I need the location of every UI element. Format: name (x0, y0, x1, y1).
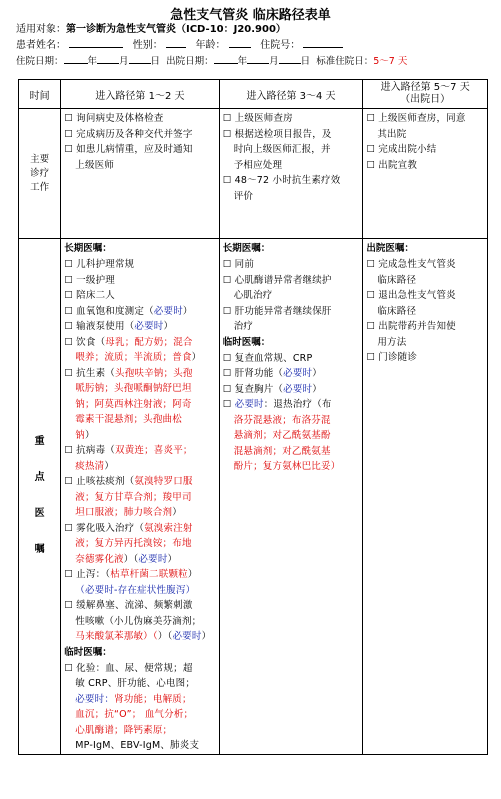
order-text: ☐ 抗病毒（ (64, 445, 115, 456)
order-text: ☐ 肝肾功能（ (222, 368, 284, 379)
age-field[interactable] (229, 37, 251, 48)
checklist-item[interactable]: ☐ 询问病史及体格检查 (64, 113, 164, 124)
option-text: 氨溴特罗口服 (134, 476, 193, 487)
main-work-day-3-4 (219, 109, 363, 239)
orders-day-1-2 (61, 239, 219, 755)
order-item[interactable] (64, 443, 215, 459)
order-item-cont: 临床路径 (377, 305, 417, 317)
order-item-cont: MP-IgM、EBV-IgM、肺炎支 (75, 740, 200, 751)
row-label-text: 医 (34, 508, 45, 520)
month-label: 月 (119, 56, 129, 67)
option-text: 肾功能；电解质； (114, 693, 192, 705)
order-text: ） (172, 507, 182, 518)
order-item[interactable] (64, 474, 215, 490)
long-term-orders-heading: 长期医嘱： (64, 243, 112, 254)
checklist-item-cont: 予相应处理 (233, 159, 283, 171)
patient-name-label: 患者姓名： (16, 40, 66, 51)
order-item[interactable]: ☐ 完成急性支气管炎 (366, 259, 456, 270)
dates-line (16, 53, 501, 69)
order-item-cont: （必要时-存在症状性腹泻） (75, 584, 196, 596)
table-header-row (19, 80, 488, 109)
order-text: ☐ (222, 399, 235, 410)
order-item-cont: 临床路径 (377, 274, 417, 286)
standard-stay-label: 标准住院日： (316, 56, 374, 67)
order-item[interactable] (223, 382, 360, 398)
order-text: ） (312, 368, 322, 379)
order-item[interactable]: ☐ 出院带药并告知使 (366, 321, 456, 332)
order-text: ） (167, 553, 178, 565)
discharge-year-field[interactable] (214, 53, 238, 64)
order-item-cont (64, 428, 215, 444)
order-text: ） (201, 631, 212, 642)
month-label-2: 月 (269, 56, 279, 67)
applicable-label: 适用对象： (16, 24, 66, 35)
order-text: ） (312, 383, 322, 395)
order-item-cont: 用方法 (377, 336, 407, 348)
discharge-orders-heading: 出院医嘱： (366, 243, 414, 254)
option-text: 氨溴索注射 (144, 522, 193, 534)
row-label-key-orders (19, 239, 61, 755)
option-text: 喂养；流质；半流质；普食 (75, 352, 192, 363)
order-item[interactable] (64, 319, 215, 335)
as-needed-text: 必要时 (138, 553, 168, 565)
order-item-cont (64, 692, 215, 708)
order-text: ） (187, 569, 198, 580)
patient-line (16, 37, 501, 53)
option-text: 钠 (75, 429, 85, 441)
hospital-no-label: 住院号： (260, 40, 301, 51)
order-item[interactable] (64, 366, 215, 382)
main-work-day-5-7 (363, 109, 488, 239)
row-label-text: 重 (34, 436, 45, 448)
order-item-cont: 哌肟钠；头孢哌酮钠舒巴坦 (75, 383, 192, 394)
order-item-cont: 洛芬混悬液；布洛芬混 (233, 414, 331, 426)
order-item-cont (64, 505, 215, 521)
year-label-2: 年 (237, 56, 248, 67)
patient-name-field[interactable] (69, 37, 123, 48)
order-text: ☐ 输液泵使用（ (64, 321, 135, 332)
order-text: ） (182, 305, 193, 317)
as-needed-text: 必要时 (134, 321, 164, 332)
order-text: ） (84, 429, 95, 441)
checklist-item[interactable]: ☐ 出院宣教 (366, 159, 418, 171)
order-text: ） (157, 631, 168, 642)
checklist-item-cont: 其出院 (377, 128, 407, 140)
col-day-5-7 (363, 80, 488, 109)
discharge-month-field[interactable] (247, 53, 269, 64)
table-row-main-work (19, 109, 488, 239)
as-needed-text: 必要时 (283, 383, 313, 395)
form-title: 急性支气管炎 临床路径表单 (170, 8, 331, 23)
as-needed-text: 必要时 (283, 368, 313, 379)
order-item[interactable]: ☐ 退出急性支气管炎 (366, 290, 456, 301)
pathway-table (18, 79, 488, 755)
row-label-text: 工作 (30, 181, 50, 193)
long-term-orders-heading: 长期医嘱： (222, 243, 271, 254)
order-text: ） (104, 460, 115, 472)
order-text: ☐ 复查胸片（ (222, 383, 284, 395)
order-text: ☐ 抗生素（ (64, 367, 115, 379)
table-row-key-orders (19, 239, 488, 755)
order-item-cont: 酚片；复方氨林巴比妥） (233, 461, 341, 472)
option-text: 坦口服液；肺力咳合剂 (75, 507, 173, 518)
order-item[interactable] (64, 304, 215, 320)
order-item-cont: 敏 CRP、肝功能、心电图； (75, 678, 196, 689)
order-item[interactable] (64, 335, 215, 351)
order-text: ） (191, 352, 202, 363)
discharge-date-label: 出院日期： (166, 56, 214, 67)
checklist-item[interactable]: ☐ 完成出院小结 (366, 144, 437, 155)
admit-month-field[interactable] (97, 53, 119, 64)
order-text: ☐ 止泻：（ (64, 569, 111, 580)
order-text: ☐ 止咳祛痰剂（ (64, 476, 135, 487)
order-text: ☐ 血氧饱和度测定（ (64, 305, 154, 317)
col-time: 时间 (19, 80, 61, 109)
order-text: （ (167, 631, 173, 642)
order-item[interactable] (64, 567, 215, 583)
day-label-2: 日 (300, 56, 311, 67)
applicable-value: 第一诊断为急性支气管炎（ICD-10：J20.900） (66, 24, 286, 35)
main-work-day-1-2 (61, 109, 219, 239)
col-day-1-2: 进入路径第 1～2 天 (61, 80, 219, 109)
order-item[interactable]: ☐ 门诊随诊 (366, 352, 418, 363)
applicable-line (16, 22, 501, 37)
row-label-text: 嘱 (34, 544, 45, 556)
order-item-cont: 治疗 (233, 321, 254, 332)
order-text: ）（ (123, 553, 139, 565)
gender-label: 性别： (132, 40, 163, 51)
order-item[interactable]: ☐ 心肌酶谱异常者继续护 (222, 274, 332, 286)
as-needed-text: 必要时 (172, 631, 202, 642)
hospital-no-field[interactable] (303, 37, 343, 48)
checklist-item-cont: 上级医师 (75, 159, 115, 171)
checklist-item[interactable]: ☐ 48～72 小时抗生素疗效 (222, 175, 341, 186)
option-text: 马来酸氯苯那敏）（ (75, 631, 158, 642)
order-item-cont: 液；复方异丙托溴铵；布地 (75, 538, 192, 549)
order-text: ：退热治疗（布 (263, 399, 332, 410)
standard-stay-value: 5～7 天 (373, 56, 408, 67)
checklist-item-cont: 评价 (233, 190, 254, 202)
as-needed-text: 必要时 (153, 305, 183, 317)
order-item-cont: 液；复方甘草合剂；羧甲司 (75, 491, 192, 503)
admit-day-field[interactable] (129, 53, 151, 64)
order-item[interactable]: ☐ 一级护理 (64, 274, 115, 286)
temporary-orders-heading: 临时医嘱： (222, 336, 271, 348)
orders-day-5-7 (363, 239, 488, 755)
order-item[interactable]: ☐ 化验：血、尿、便常规；超 (64, 662, 193, 674)
order-item-cont (64, 350, 215, 366)
year-label: 年 (87, 56, 98, 67)
order-item-cont: 钠；阿莫西林注射液；阿奇 (75, 398, 192, 410)
order-text: ☐ 饮食（ (64, 336, 106, 348)
admit-year-field[interactable] (64, 53, 88, 64)
temporary-orders-heading: 临时医嘱： (64, 646, 112, 658)
col-day-5-7-sub: （出院日） (400, 94, 451, 105)
order-item-cont (64, 459, 215, 475)
checklist-item-cont: 时向上级医师汇报，并 (233, 144, 331, 155)
col-day-3-4: 进入路径第 3～4 天 (219, 80, 363, 109)
order-item[interactable] (64, 521, 215, 537)
order-item-cont: 性咳嗽（小儿伪麻美芬滴剂； (75, 615, 202, 627)
order-item-cont: 悬滴剂；对乙酰氨基酚 (233, 430, 331, 441)
row-label-main-work (19, 109, 61, 239)
option-text: 枯草杆菌二联颗粒 (110, 569, 188, 580)
discharge-day-field[interactable] (279, 53, 301, 64)
order-item[interactable]: ☐ 缓解鼻塞、流涕、频繁刺激 (64, 600, 193, 611)
age-label: 年龄： (195, 40, 226, 51)
order-item[interactable]: ☐ 同前 (222, 259, 255, 270)
checklist-item[interactable]: ☐ 上级医师查房，同意 (366, 113, 466, 124)
checklist-item[interactable]: ☐ 根据送检项目报告，及 (222, 128, 332, 140)
order-item[interactable]: ☐ 肝功能异常者继续保肝 (222, 305, 332, 317)
order-item-cont: 心肌酶谱；降钙素原； (75, 724, 173, 736)
order-item-cont (64, 552, 215, 568)
as-needed-text: 必要时 (234, 399, 264, 410)
order-item-cont: 混悬滴剂；对乙酰氨基 (233, 445, 331, 457)
day-label: 日 (150, 56, 161, 67)
order-text: ☐ 雾化吸入治疗（ (64, 522, 145, 534)
option-text: 痰热清 (75, 460, 105, 472)
row-label-text: 主要 (30, 153, 50, 165)
gender-field[interactable] (166, 37, 186, 48)
row-label-text: 诊疗 (30, 167, 50, 179)
order-item-cont: 心肌治疗 (233, 290, 273, 301)
order-text: ） (163, 321, 174, 332)
checklist-item[interactable]: ☐ 上级医师查房 (222, 113, 293, 124)
col-day-5-7-label: 进入路径第 5～7 天 (380, 82, 470, 93)
option-text: 双黄连；喜炎平； (115, 445, 193, 456)
order-item[interactable] (223, 366, 360, 382)
order-item[interactable]: ☐ 复查血常规、CRP (222, 352, 313, 364)
option-text: 头孢呋辛钠；头孢 (115, 367, 193, 379)
option-text: 奈德雾化液 (75, 553, 124, 565)
option-text: 母乳；配方奶；混合 (105, 336, 193, 348)
order-item[interactable]: ☐ 儿科护理常规 (64, 259, 135, 270)
order-item[interactable]: ☐ 陪床二人 (64, 290, 115, 301)
row-label-text: 点 (34, 472, 45, 484)
order-item-cont: 血沉；抗“O”； 血气分析； (75, 709, 194, 720)
order-item-cont: 霉素干混悬剂；头孢曲松 (75, 414, 182, 425)
form-header (0, 22, 501, 69)
order-item[interactable] (223, 397, 360, 413)
order-item-cont (64, 629, 215, 645)
checklist-item[interactable]: ☐ 如患儿病情重，应及时通知 (64, 144, 193, 155)
orders-day-3-4 (219, 239, 363, 755)
checklist-item[interactable]: ☐ 完成病历及各种交代并签字 (64, 128, 193, 140)
as-needed-text: 必要时： (75, 693, 115, 705)
admit-date-label: 住院日期： (16, 56, 64, 67)
